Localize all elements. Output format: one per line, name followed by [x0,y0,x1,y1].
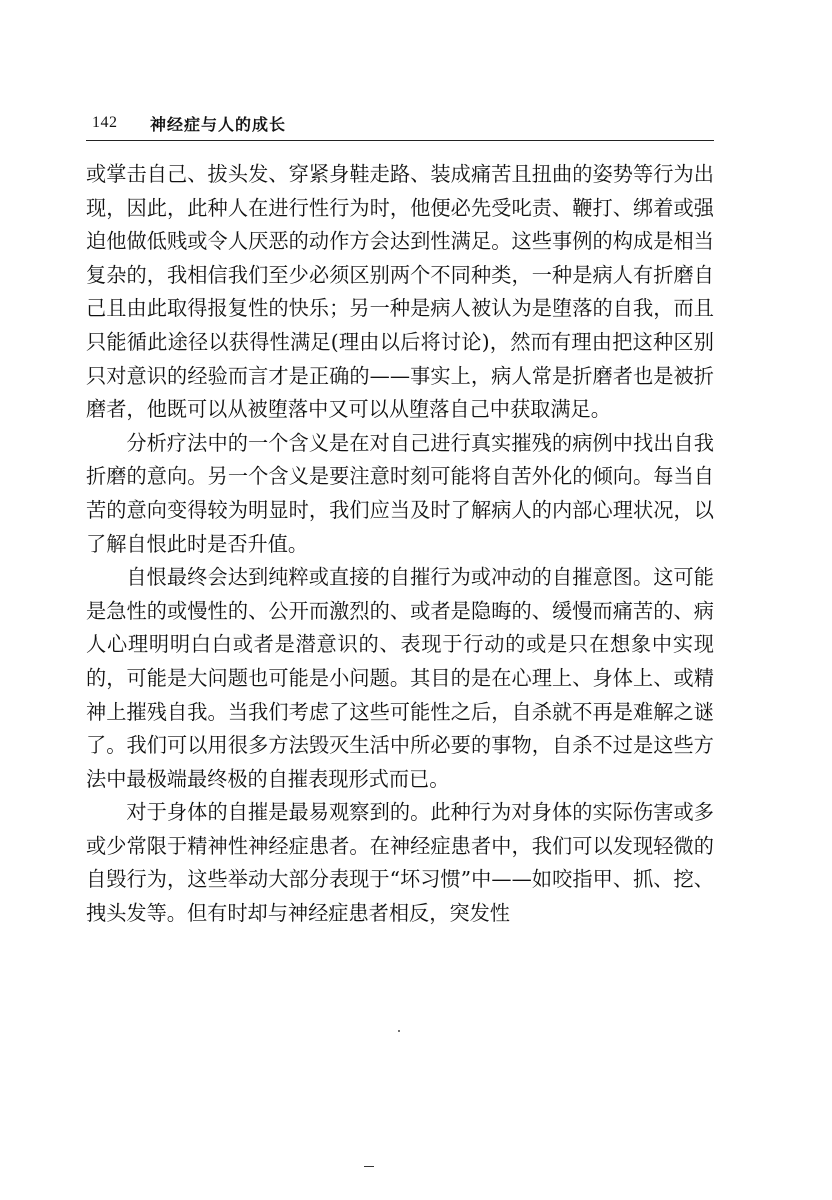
paragraph: 对于身体的自摧是最易观察到的。此种行为对身体的实际伤害或多或少常限于精神性神经症患者。在神经症患者中，我们可以发现轻微的自毁行为，这些举动大部分表现于“坏习惯”中——如咬指甲、抓、挖、拽头发等。但有时却与神经症患者相反，突发性 [86,800,714,926]
paragraph-continued: 或掌击自己、拔头发、穿紧身鞋走路、装成痛苦且扭曲的姿势等行为出现，因此，此种人在进行性行为时，他便必先受叱责、鞭打、绑着或强迫他做低贱或令人厌恶的动作方会达到性满足。这些事例的构成是相当复杂的，我相信我们至少必须区别两个不同种类，一种是病人有折磨自己且由此取得报复性的快乐；另一种是病人被认为是堕落的自我，而且只能循此途径以获得性满足(理由以后将讨论)，然而有理由把这种区别只对意识的经验而言才是正确的——事实上，病人常是折磨者也是被折磨者，他既可以从被堕落中又可以从堕落自己中获取满足。 [86,162,714,422]
bottom-mark [364,1166,374,1167]
scan-speck [398,1030,400,1032]
paragraph: 分析疗法中的一个含义是在对自己进行真实摧残的病例中找出自我折磨的意向。另一个含义是要注意时刻可能将自苦外化的倾向。每当自苦的意向变得较为明显时，我们应当及时了解病人的内部心理状况，以了解自恨此时是否升值。 [86,430,714,556]
running-title: 神经症与人的成长 [150,115,287,134]
page-number: 142 [92,114,118,131]
body-text [86,158,714,931]
paragraph: 自恨最终会达到纯粹或直接的自摧行为或冲动的自摧意图。这可能是急性的或慢性的、公开而激烈的、或者是隐晦的、缓慢而痛苦的、病人心理明明白白或者是潜意识的、表现于行动的或是只在想象中实现的，可能是大问题也可能是小问题。其目的是在心理上、身体上、或精神上摧残自我。当我们考虑了这些可能性之后，自杀就不再是难解之谜了。我们可以用很多方法毁灭生活中所必要的事物，自杀不过是这些方法中最极端最终极的自摧表现形式而已。 [86,565,714,791]
page-header [92,112,712,138]
header-rule [86,140,714,141]
